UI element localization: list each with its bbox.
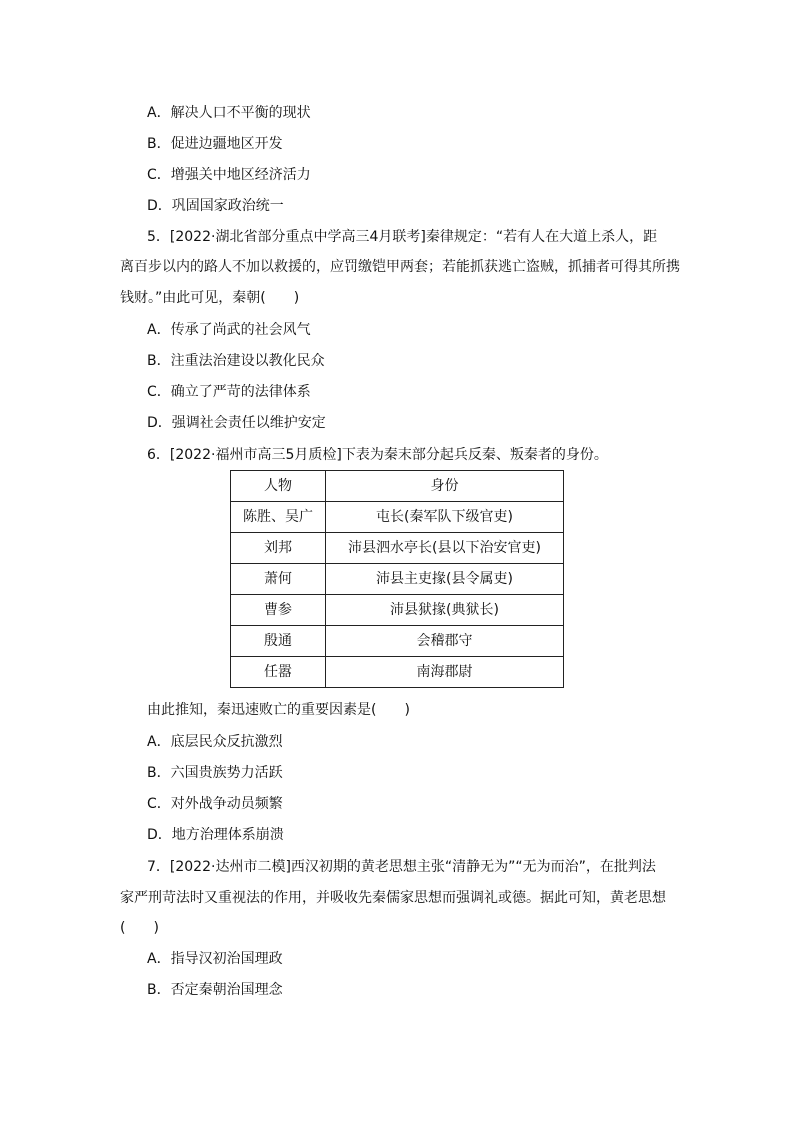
table-cell-identity: 沛县泗水亭长(县以下治安官吏)	[326, 533, 564, 564]
table-row	[231, 564, 564, 595]
table-cell-identity: 屯长(秦军队下级官吏)	[326, 502, 564, 533]
table-cell-identity: 沛县狱掾(典狱长)	[326, 595, 564, 626]
table-header-person: 人物	[231, 471, 326, 502]
q7-stem-line3: ( )	[120, 920, 159, 936]
q6-identity-table	[230, 470, 564, 688]
q5-stem-line3: 钱财。”由此可见，秦朝( )	[120, 290, 300, 306]
table-row	[231, 502, 564, 533]
q5-stem-line1: 5．[2022·湖北省部分重点中学高三4月联考]秦律规定：“若有人在大道上杀人，距	[147, 229, 658, 245]
q6-option-d: D．地方治理体系崩溃	[147, 827, 284, 843]
q4-option-c: C．增强关中地区经济活力	[147, 167, 311, 183]
q7-stem-line2: 家严刑苛法时又重视法的作用，并吸收先秦儒家思想而强调礼或德。据此可知，黄老思想	[120, 890, 666, 906]
table-cell-person: 陈胜、吴广	[231, 502, 326, 533]
q4-option-a: A．解决人口不平衡的现状	[147, 105, 311, 121]
q6-option-b: B．六国贵族势力活跃	[147, 765, 283, 781]
q6-option-c: C．对外战争动员频繁	[147, 796, 283, 812]
table-cell-person: 曹参	[231, 595, 326, 626]
table-row	[231, 626, 564, 657]
q5-option-c: C．确立了严苛的法律体系	[147, 384, 311, 400]
table-cell-person: 刘邦	[231, 533, 326, 564]
table-cell-identity: 会稽郡守	[326, 626, 564, 657]
q7-option-a: A．指导汉初治国理政	[147, 951, 283, 967]
q5-stem-line2: 离百步以内的路人不加以救援的，应罚缴铠甲两套；若能抓获逃亡盗贼，抓捕者可得其所携	[120, 259, 680, 275]
table-cell-identity: 南海郡尉	[326, 657, 564, 688]
table-cell-identity: 沛县主吏掾(县令属吏)	[326, 564, 564, 595]
table-cell-person: 殷通	[231, 626, 326, 657]
q6-option-a: A．底层民众反抗激烈	[147, 734, 283, 750]
table-header-identity: 身份	[326, 471, 564, 502]
q6-conclusion: 由此推知，秦迅速败亡的重要因素是( )	[147, 702, 410, 718]
q7-stem-line1: 7．[2022·达州市二模]西汉初期的黄老思想主张“清静无为”“无为而治”，在批判法	[147, 859, 656, 875]
table-cell-person: 任嚣	[231, 657, 326, 688]
q4-option-b: B．促进边疆地区开发	[147, 136, 283, 152]
table-row	[231, 657, 564, 688]
table-header-row	[231, 471, 564, 502]
q5-option-b: B．注重法治建设以教化民众	[147, 353, 325, 369]
q5-option-d: D．强调社会责任以维护安定	[147, 415, 326, 431]
table-row	[231, 595, 564, 626]
table-cell-person: 萧何	[231, 564, 326, 595]
q5-option-a: A．传承了尚武的社会风气	[147, 322, 311, 338]
table-row	[231, 533, 564, 564]
q6-stem: 6．[2022·福州市高三5月质检]下表为秦末部分起兵反秦、叛秦者的身份。	[147, 447, 608, 463]
q4-option-d: D．巩固国家政治统一	[147, 198, 284, 214]
q7-option-b: B．否定秦朝治国理念	[147, 982, 283, 998]
